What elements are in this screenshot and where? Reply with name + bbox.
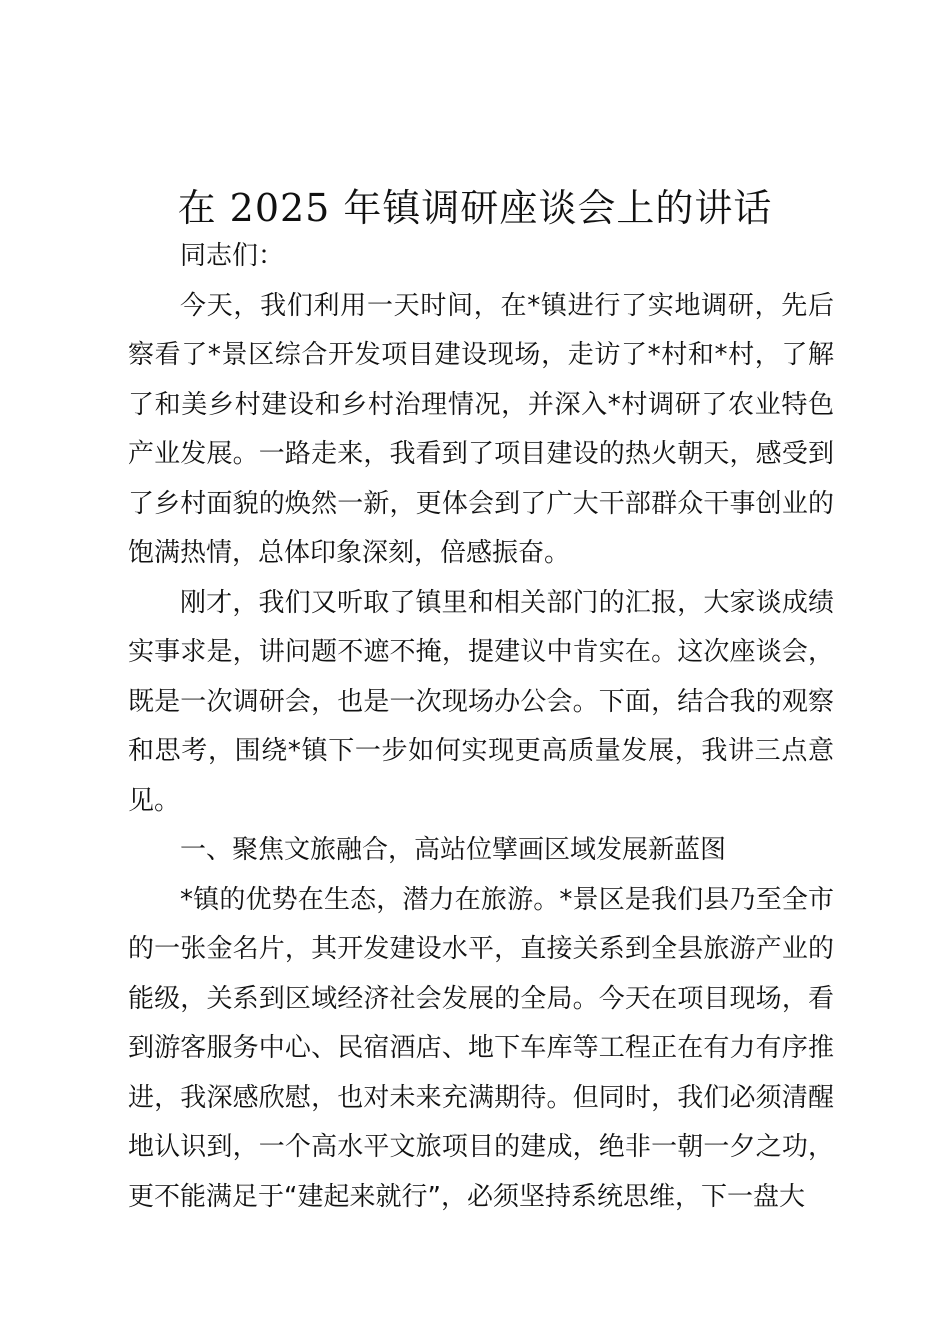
salutation: 同志们：	[180, 241, 285, 271]
paragraph-meeting: 刚才，我们又听取了镇里和相关部门的汇报，大家谈成绩实事求是，讲问题不遮不掩，提建议中肯实在。这次座谈会，既是一次调研会，也是一次现场办公会。下面，结合我的观察和思考，围绕*镇下一步如何实现更高质量发展，我讲三点意见。	[128, 587, 834, 816]
section-heading-1: 一、聚焦文旅融合，高站位擘画区域发展新蓝图	[180, 835, 727, 865]
document-body	[128, 232, 834, 1222]
paragraph-section-1: *镇的优势在生态，潜力在旅游。*景区是我们县乃至全市的一张金名片，其开发建设水平，直接关系到全县旅游产业的能级，关系到区域经济社会发展的全局。今天在项目现场，看到游客服务中心、民宿酒店、地下车库等工程正在有力有序推进，我深感欣慰，也对未来充满期待。但同时，我们必须清醒地认识到，一个高水平文旅项目的建成，绝非一朝一夕之功，更不能满足于“建起来就行”，必须坚持系统思维，下一盘大	[128, 884, 834, 1212]
document-title: 在 2025 年镇调研座谈会上的讲话	[177, 186, 773, 230]
paragraph-intro: 今天，我们利用一天时间，在*镇进行了实地调研，先后察看了*景区综合开发项目建设现场，走访了*村和*村，了解了和美乡村建设和乡村治理情况，并深入*村调研了农业特色产业发展。一路走来，我看到了项目建设的热火朝天，感受到了乡村面貌的焕然一新，更体会到了广大干部群众干事创业的饱满热情，总体印象深刻，倍感振奋。	[128, 290, 834, 568]
